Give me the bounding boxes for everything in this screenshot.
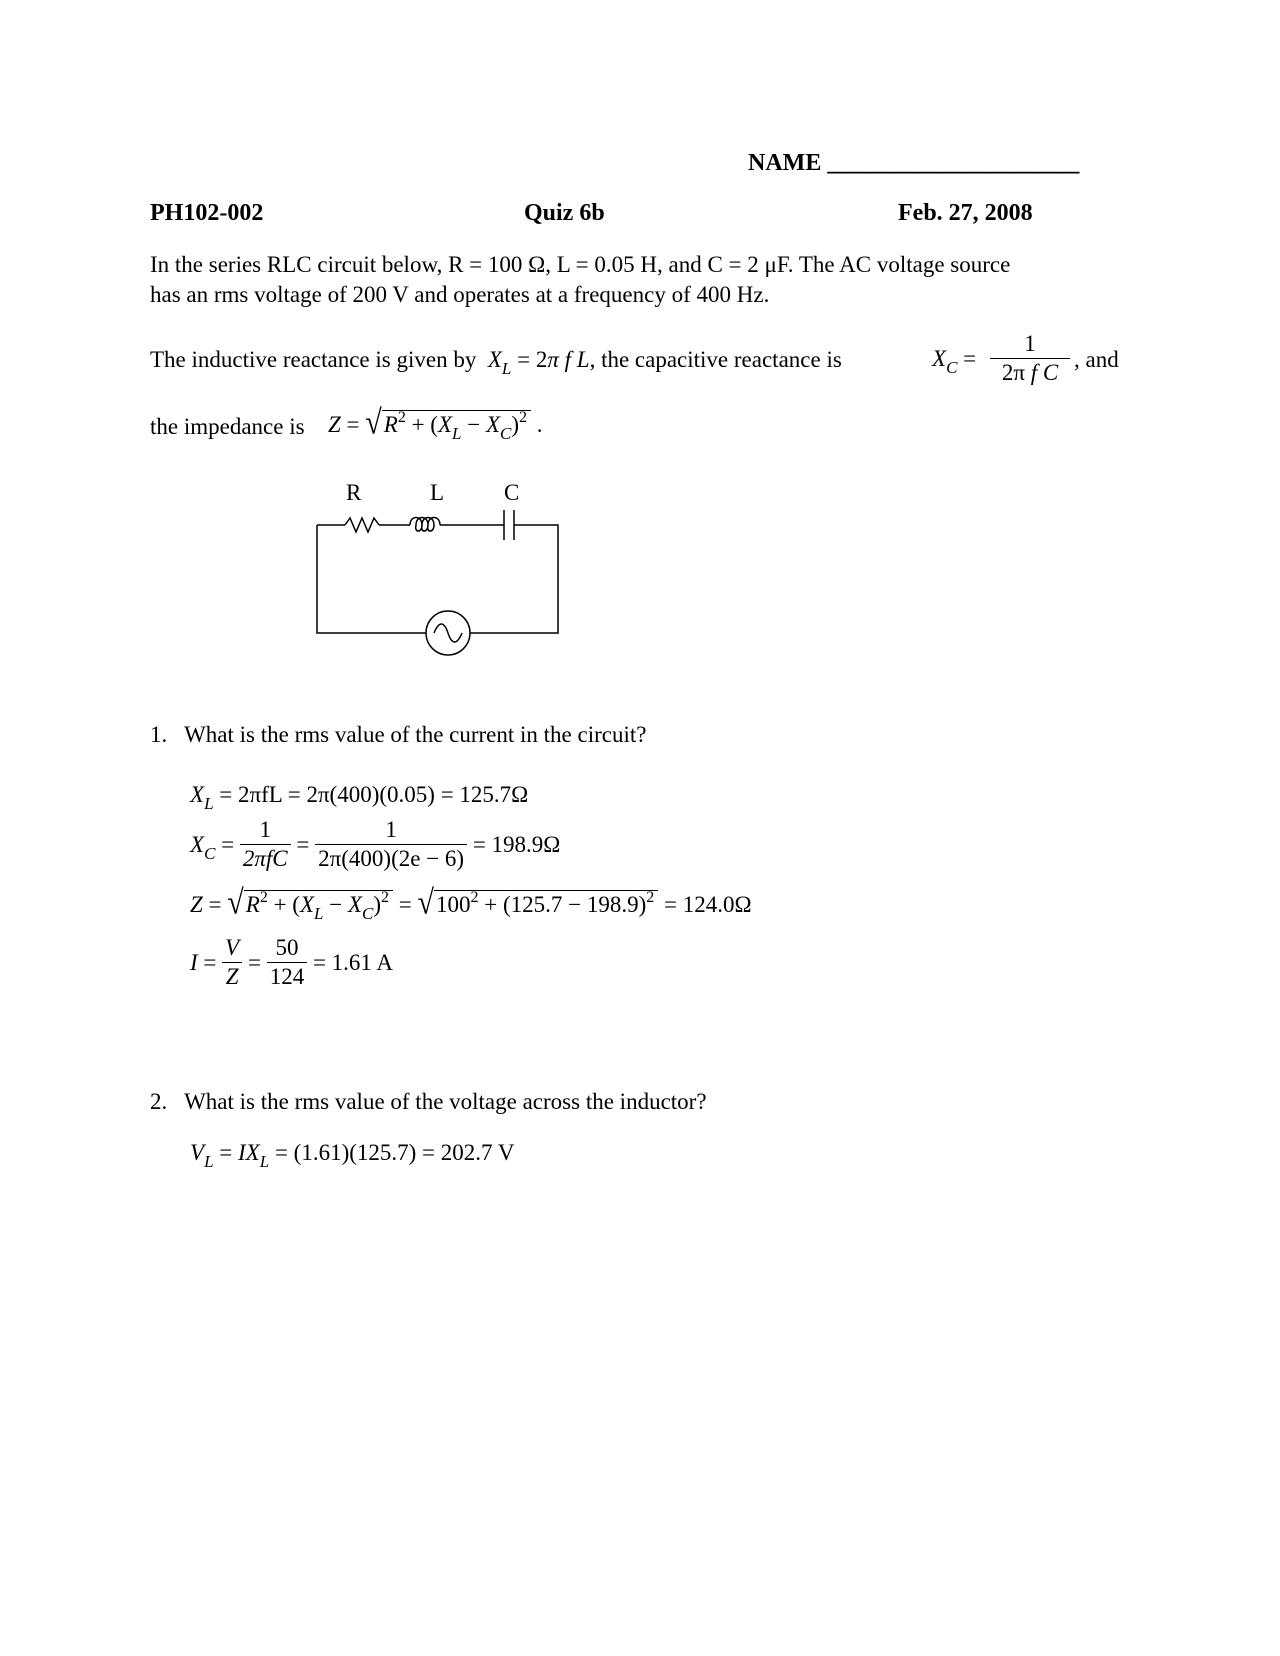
quiz-date: Feb. 27, 2008 bbox=[898, 200, 1033, 226]
intro-line-2: has an rms voltage of 200 V and operates at a frequency of 400 Hz. bbox=[150, 282, 770, 307]
question-1-number: 1. bbox=[150, 722, 168, 747]
i-fraction-1: $\frac{V}{Z}$ bbox=[222, 935, 242, 990]
inductor-symbol bbox=[410, 518, 440, 532]
question-2-number: 2. bbox=[150, 1089, 168, 1114]
z-numeric-rest: + (125.7 − 198.9) bbox=[484, 892, 647, 917]
resistor-symbol bbox=[345, 518, 379, 532]
xc-symbol: $X_C$ = bbox=[932, 346, 977, 377]
capacitor-symbol bbox=[504, 510, 514, 540]
solution-vl: $V_L = IX_L = (1.61)(125.7) = 202.7$ V bbox=[190, 1140, 515, 1171]
xc-result: = 198.9Ω bbox=[472, 831, 561, 857]
question-2 bbox=[150, 1087, 707, 1117]
z-numeric-base: 100 bbox=[436, 892, 471, 917]
label-inductor: L bbox=[430, 480, 445, 505]
i-fraction-2: $\frac{50}{124}$ bbox=[267, 935, 308, 990]
z-result: = 124.0Ω bbox=[664, 892, 752, 917]
solution-i: I = $\frac{V}{Z}$ = $\frac{50}{124}$ = 1.61 A bbox=[190, 935, 394, 989]
impedance-formula: $Z = √R^2 + (X_L - X_C)^2$ . bbox=[328, 403, 543, 443]
name-blank: _____________________ bbox=[827, 150, 1080, 176]
wire-left bbox=[317, 525, 426, 633]
xc-fraction-1: $\frac{1}{\text{2πfC}}$ bbox=[240, 817, 291, 872]
xc-fraction-2: $\frac{1}{2\pi(400)(2e - 6)}$ bbox=[315, 817, 467, 872]
reactance-line bbox=[150, 345, 842, 377]
solution-vl-text: = (1.61)(125.7) = 202.7 V bbox=[274, 1140, 515, 1165]
label-capacitor: C bbox=[504, 480, 520, 505]
xc-definition-denominator: 2π f C bbox=[1001, 360, 1059, 385]
intro-line-1: In the series RLC circuit below, R = 100 Ω, L = 0.05 H, and C = 2 μF. The AC voltage source bbox=[150, 252, 1011, 277]
xc-definition-fraction bbox=[990, 330, 1070, 387]
question-1 bbox=[150, 720, 646, 750]
xc-definition-numerator: 1 bbox=[990, 330, 1070, 359]
rlc-circuit-diagram bbox=[300, 505, 570, 665]
wire-right bbox=[470, 525, 558, 633]
xl-formula: $X_L = 2\pi$ f L bbox=[487, 347, 590, 378]
impedance-prefix: the impedance is bbox=[150, 414, 305, 439]
inductive-suffix: , the capacitive reactance is bbox=[589, 347, 842, 372]
solution-z: $Z = √R^2 + (X_L - X_C)^2 = √100^2 + (125.7 - 198.9)^2 = 124.0\Omega$ bbox=[190, 883, 752, 923]
quiz-title: Quiz 6b bbox=[524, 200, 605, 226]
and-text: , and bbox=[1074, 347, 1119, 372]
inductive-prefix: The inductive reactance is given by bbox=[150, 347, 477, 372]
name-label: NAME bbox=[748, 150, 822, 176]
solution-xl: $X_L = 2\pi fL = 2\pi(400)(0.05) = 125.7\Omega$ bbox=[190, 782, 529, 813]
question-1-text: What is the rms value of the current in the circuit? bbox=[184, 722, 647, 747]
course-code: PH102-002 bbox=[150, 200, 264, 226]
question-2-text: What is the rms value of the voltage across the inductor? bbox=[184, 1089, 707, 1114]
name-field bbox=[748, 150, 1079, 177]
label-resistor: R bbox=[346, 480, 362, 505]
solution-xc: $X_C$ = $\frac{1}{\text{2πfC}}$ = $\frac{1}{2\pi(400)(2e - 6)}$ = 198.9Ω bbox=[190, 817, 561, 871]
i-result: = 1.61 A bbox=[312, 949, 394, 975]
solution-xl-text: = 2πfL = 2π(400)(0.05) = 125.7Ω bbox=[219, 782, 529, 807]
ac-sine-icon bbox=[434, 624, 462, 642]
